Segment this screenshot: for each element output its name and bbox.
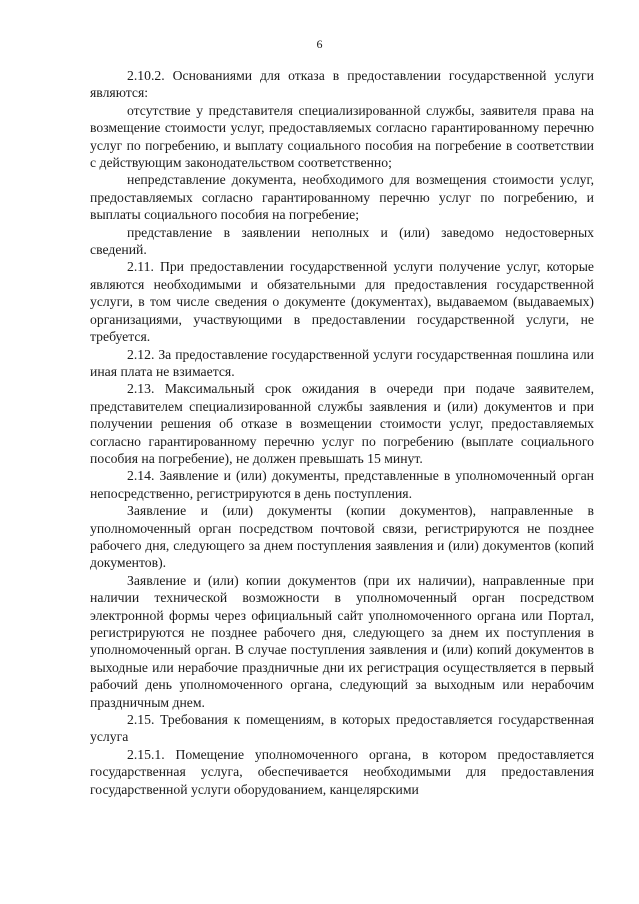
page-number: 6 [316, 37, 323, 51]
paragraph-2-10-2: 2.10.2. Основаниями для отказа в предоставлении государственной услуги являются: [90, 68, 594, 101]
paragraph-no-right: отсутствие у представителя специализированной службы, заявителя права на возмещение стоимости услуг, предоставляемых согласно гарантированному перечню услуг по погребению, и выплату социального пособия на погребение в соответствии с действующим законодательством соответственно; [90, 102, 594, 171]
paragraph-2-15-1: 2.15.1. Помещение уполномоченного органа, в котором предоставляется государственная услуга, обеспечивается необходимыми для предоставления государственной услуги оборудованием, канцелярскими [90, 746, 594, 797]
paragraph-2-14: 2.14. Заявление и (или) документы, представленные в уполномоченный орган непосредственно, регистрируются в день поступления. [90, 468, 594, 501]
paragraph-2-11: 2.11. При предоставлении государственной услуги получение услуг, которые являются необходимыми и обязательными для предоставления государственной услуги, в том числе сведения о документе (документах), выдаваемом (выдаваемых) организациями, участвующими в предоставлении государственной услуги, не требуется. [90, 259, 594, 345]
paragraph-2-13: 2.13. Максимальный срок ожидания в очереди при подаче заявителем, представителем специализированной службы заявления и (или) документов и при получении решения об отказе в возмещении стоимости услуг, предоставляемых согласно гарантированному перечню услуг по погребению (выплате социального пособия на погребение), не должен превышать 15 минут. [90, 381, 594, 466]
paragraph-incomplete-data: представление в заявлении неполных и (или) заведомо недостоверных сведений. [90, 224, 594, 258]
paragraph-2-12: 2.12. За предоставление государственной услуги государственная пошлина или иная плата не взимается. [90, 346, 594, 379]
body-text [90, 67, 594, 798]
paragraph-2-15: 2.15. Требования к помещениям, в которых предоставляется государственная услуга [90, 712, 594, 745]
paragraph-no-document: непредставление документа, необходимого для возмещения стоимости услуг, предоставляемых согласно гарантированному перечню услуг по погребению, и выплаты социального пособия на погребение; [90, 172, 594, 223]
paragraph-electronic: Заявление и (или) копии документов (при их наличии), направленные при наличии технической возможности в уполномоченный орган посредством электронной формы через официальный сайт уполномоченного органа или Портал, регистрируются не позднее рабочего дня, следующего за днем их поступления в уполномоченный орган. В случае поступления заявления и (или) копий документов в выходные или нерабочие праздничные дни их регистрация осуществляется в первый рабочий день уполномоченного органа, следующий за выходным или нерабочим праздничным днем. [90, 572, 594, 710]
paragraph-postal: Заявление и (или) документы (копии документов), направленные в уполномоченный орган посредством почтовой связи, регистрируются не позднее рабочего дня, следующего за днем поступления заявления и (или) документов (копий документов). [90, 503, 594, 571]
